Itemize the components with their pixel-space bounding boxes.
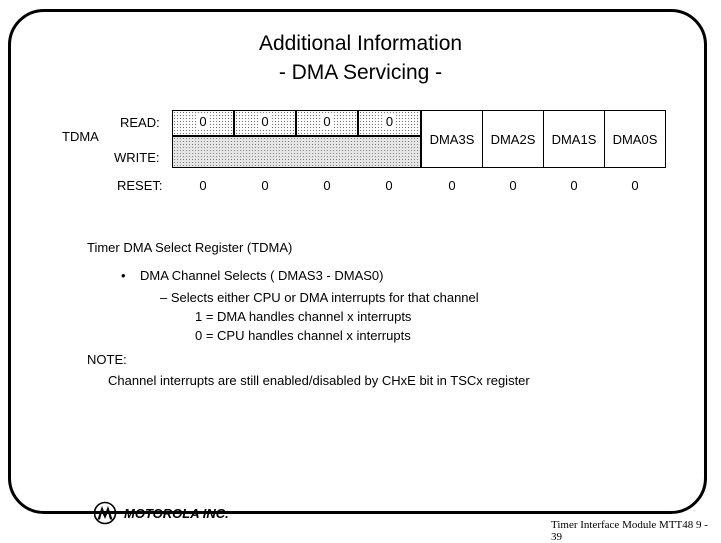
- bit-dma2s: DMA2S: [482, 110, 544, 168]
- motorola-logo: [94, 501, 254, 530]
- reset-bit-6: 0: [261, 178, 269, 193]
- bit-dma1s: DMA1S: [543, 110, 605, 168]
- reset-bit-1: 0: [570, 178, 578, 193]
- sub-bullet-selects: – Selects either CPU or DMA interrupts for that channel: [160, 290, 479, 305]
- read-label: READ:: [120, 115, 160, 130]
- reset-bit-7: 0: [199, 178, 207, 193]
- bullet-dma-channel-selects: DMA Channel Selects ( DMAS3 - DMAS0): [140, 268, 384, 283]
- register-heading: Timer DMA Select Register (TDMA): [87, 240, 293, 255]
- bit-dma0s: DMA0S: [604, 110, 666, 168]
- reset-bit-3: 0: [448, 178, 456, 193]
- read-bit-6: 0: [234, 110, 296, 136]
- read-bit-4: 0: [358, 110, 421, 136]
- note-text: Channel interrupts are still enabled/disabled by CHxE bit in TSCx register: [108, 373, 530, 388]
- option-cpu: 0 = CPU handles channel x interrupts: [195, 328, 411, 343]
- read-bit-5: 0: [296, 110, 358, 136]
- reset-bit-4: 0: [385, 178, 393, 193]
- reset-bit-2: 0: [509, 178, 517, 193]
- slide-title-line2: - DMA Servicing -: [278, 61, 443, 84]
- read-bit-7: 0: [172, 110, 234, 136]
- slide-title-line1: Additional Information: [258, 32, 463, 55]
- logo-wordmark: MOTOROLA INC.: [124, 506, 229, 521]
- motorola-batwing-icon: [94, 501, 254, 525]
- write-label: WRITE:: [114, 150, 160, 165]
- reset-bit-0: 0: [631, 178, 639, 193]
- reset-label: RESET:: [117, 178, 163, 193]
- reset-bit-5: 0: [323, 178, 331, 193]
- register-name: TDMA: [62, 129, 99, 144]
- option-dma: 1 = DMA handles channel x interrupts: [195, 309, 412, 324]
- bullet-marker: •: [121, 268, 126, 283]
- note-label: NOTE:: [87, 352, 127, 367]
- write-unused-bits: [172, 136, 421, 168]
- footer-module: Timer Interface Module MTT48 9 - 39: [551, 519, 708, 543]
- bit-dma3s: DMA3S: [421, 110, 483, 168]
